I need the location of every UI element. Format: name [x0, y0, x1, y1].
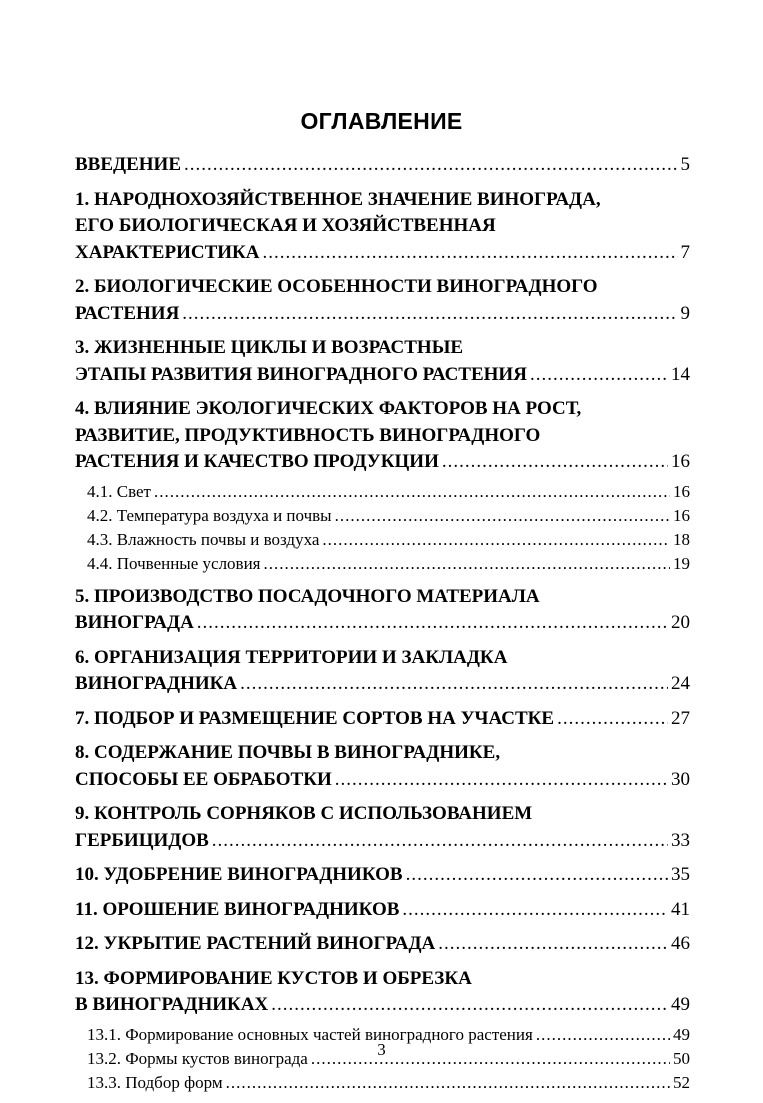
toc-entry-last-line	[75, 240, 690, 267]
dot-leader	[335, 767, 668, 794]
dot-leader	[406, 862, 668, 889]
toc-page-number: 49	[671, 994, 690, 1015]
toc-page-number: 7	[680, 241, 690, 263]
toc-page-number: 27	[671, 707, 690, 729]
toc-subentry-title: 4.1. Свет	[87, 481, 151, 501]
toc-subentry-title: 4.4. Почвенные условия	[87, 553, 261, 573]
toc-page-number: 9	[680, 302, 690, 324]
toc-page-number: 30	[671, 768, 690, 790]
page-title: ОГЛАВЛЕНИЕ	[300, 108, 463, 134]
toc-entry-title-line: РАЗВИТИЕ, ПРОДУКТИВНОСТЬ ВИНОГРАДНОГО	[75, 424, 541, 446]
toc-subentry	[75, 504, 690, 528]
toc-entry	[75, 966, 690, 1019]
toc-entry-last-line	[75, 610, 690, 637]
toc-page-number: 50	[673, 1048, 690, 1068]
toc-page-number: 14	[671, 363, 690, 385]
toc-entry-title-line: 9. КОНТРОЛЬ СОРНЯКОВ С ИСПОЛЬЗОВАНИЕМ	[75, 803, 533, 824]
toc-entry	[75, 584, 690, 637]
dot-leader	[264, 552, 671, 576]
toc-entry	[75, 645, 690, 698]
toc-entry-title-line: РАСТЕНИЯ	[75, 302, 180, 324]
page-number: 3	[377, 1040, 386, 1059]
toc-entry-title-line: ХАРАКТЕРИСТИКА	[75, 241, 260, 263]
toc-entry-last-line	[75, 992, 690, 1019]
toc-page-number: 24	[671, 673, 690, 694]
dot-leader	[271, 992, 668, 1019]
toc-subentry-title: 4.3. Влажность почвы и воздуха	[87, 529, 320, 549]
toc-entry	[75, 740, 690, 793]
toc-entry-title-line: ВИНОГРАДНИКА	[75, 673, 238, 694]
dot-leader	[212, 828, 668, 855]
toc-entry-title-line: ВВЕДЕНИЕ	[75, 154, 181, 175]
toc-entry-title-line: ЕГО БИОЛОГИЧЕСКАЯ И ХОЗЯЙСТВЕННАЯ	[75, 215, 496, 236]
toc-entry-title-line: 10. УДОБРЕНИЕ ВИНОГРАДНИКОВ	[75, 864, 403, 885]
toc-subentry	[75, 480, 690, 504]
toc-entry-title-line: В ВИНОГРАДНИКАХ	[75, 994, 269, 1015]
toc-entry-title-line: 11. ОРОШЕНИЕ ВИНОГРАДНИКОВ	[75, 898, 400, 920]
toc-page-number: 20	[671, 612, 690, 633]
toc-entry	[75, 706, 690, 733]
dot-leader	[557, 706, 668, 733]
toc-entry-title-line: ВИНОГРАДА	[75, 612, 194, 633]
dot-leader	[184, 152, 678, 179]
dot-leader	[335, 504, 670, 528]
toc-entry-last-line	[75, 931, 690, 958]
toc-page-number: 52	[673, 1072, 690, 1092]
dot-leader	[197, 610, 668, 637]
toc-page-number: 41	[671, 898, 690, 920]
toc-entry	[75, 274, 690, 327]
dot-leader	[530, 362, 668, 389]
dot-leader	[182, 301, 677, 328]
toc-page-number: 49	[673, 1024, 690, 1044]
toc-entry-title-line: ЭТАПЫ РАЗВИТИЯ ВИНОГРАДНОГО РАСТЕНИЯ	[75, 363, 527, 385]
dot-leader	[154, 480, 670, 504]
toc-entry-last-line	[75, 152, 690, 179]
toc-subsection-list	[75, 480, 690, 576]
dot-leader	[263, 240, 678, 267]
toc-entry-title-line: 12. УКРЫТИЕ РАСТЕНИЙ ВИНОГРАДА	[75, 933, 436, 954]
toc-entry-last-line	[75, 449, 690, 476]
toc-entry-last-line	[75, 301, 690, 328]
toc-entry	[75, 335, 690, 388]
toc-page-number: 16	[671, 451, 690, 472]
toc-entry-title-line: СПОСОБЫ ЕЕ ОБРАБОТКИ	[75, 768, 332, 790]
toc-page-number: 5	[680, 154, 690, 175]
toc-subentry-title: 4.2. Температура воздуха и почвы	[87, 505, 332, 525]
dot-leader	[442, 449, 668, 476]
toc-page-number: 46	[671, 933, 690, 954]
toc-entry	[75, 931, 690, 958]
toc-entry-last-line	[75, 362, 690, 389]
toc-entry-title-line: 13. ФОРМИРОВАНИЕ КУСТОВ И ОБРЕЗКА	[75, 967, 472, 989]
table-of-contents	[75, 152, 690, 1103]
dot-leader	[438, 931, 668, 958]
toc-subentry-title: 13.3. Подбор форм	[87, 1072, 223, 1092]
toc-page-number: 19	[673, 553, 690, 573]
toc-entry-last-line	[75, 828, 690, 855]
toc-entry	[75, 396, 690, 476]
toc-entry-title-line: 1. НАРОДНОХОЗЯЙСТВЕННОЕ ЗНАЧЕНИЕ ВИНОГРАДА,	[75, 188, 601, 210]
toc-page-number: 16	[673, 481, 690, 501]
toc-subentry	[75, 1071, 690, 1095]
toc-entry-last-line	[75, 897, 690, 924]
dot-leader	[322, 528, 670, 552]
toc-entry-title-line: 2. БИОЛОГИЧЕСКИЕ ОСОБЕННОСТИ ВИНОГРАДНОГО	[75, 276, 598, 297]
toc-page-number: 35	[671, 864, 690, 885]
toc-entry	[75, 897, 690, 924]
toc-entry-last-line	[75, 671, 690, 698]
toc-subentry	[75, 552, 690, 576]
toc-entry	[75, 801, 690, 854]
toc-entry-title-line: 8. СОДЕРЖАНИЕ ПОЧВЫ В ВИНОГРАДНИКЕ,	[75, 742, 501, 763]
toc-entry	[75, 152, 690, 179]
dot-leader	[226, 1071, 670, 1095]
toc-page-number: 18	[673, 529, 690, 549]
toc-subentry	[75, 528, 690, 552]
toc-entry	[75, 862, 690, 889]
toc-entry-title-line: 6. ОРГАНИЗАЦИЯ ТЕРРИТОРИИ И ЗАКЛАДКА	[75, 646, 508, 668]
toc-entry-last-line	[75, 706, 690, 733]
toc-entry-title-line: РАСТЕНИЯ И КАЧЕСТВО ПРОДУКЦИИ	[75, 451, 439, 472]
toc-page-number: 16	[673, 505, 690, 525]
dot-leader	[240, 671, 668, 698]
toc-entry-title-line: ГЕРБИЦИДОВ	[75, 829, 209, 851]
toc-subentry-title: 13.2. Формы кустов винограда	[87, 1048, 308, 1068]
toc-entry-last-line	[75, 862, 690, 889]
toc-entry-title-line: 3. ЖИЗНЕННЫЕ ЦИКЛЫ И ВОЗРАСТНЫЕ	[75, 337, 464, 358]
toc-entry-title-line: 4. ВЛИЯНИЕ ЭКОЛОГИЧЕСКИХ ФАКТОРОВ НА РОСТ,	[75, 398, 582, 419]
toc-subentry-title: 13.1. Формирование основных частей виноградного растения	[87, 1024, 533, 1044]
toc-entry-title-line: 7. ПОДБОР И РАЗМЕЩЕНИЕ СОРТОВ НА УЧАСТКЕ	[75, 707, 555, 729]
dot-leader	[402, 897, 668, 924]
toc-entry-last-line	[75, 767, 690, 794]
toc-entry	[75, 187, 690, 267]
toc-page-number: 33	[671, 829, 690, 851]
toc-entry-title-line: 5. ПРОИЗВОДСТВО ПОСАДОЧНОГО МАТЕРИАЛА	[75, 585, 540, 607]
